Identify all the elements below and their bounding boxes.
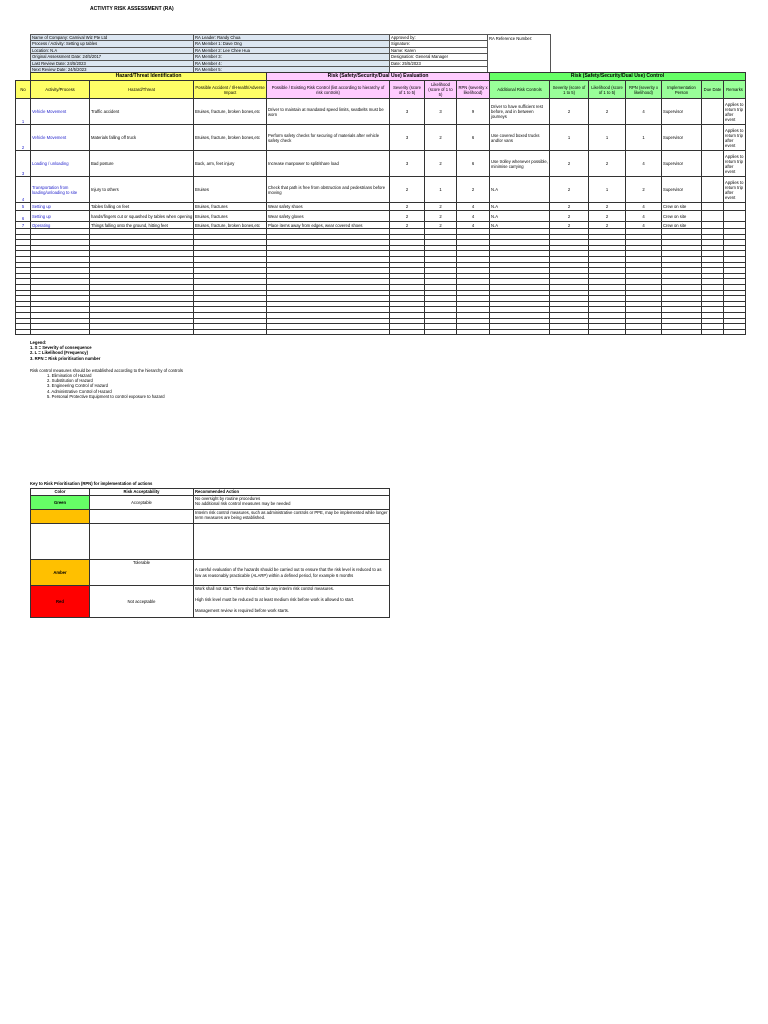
row-remarks: Applies to return trip after event	[724, 151, 746, 177]
row-accident: Bruises, fractures	[194, 203, 267, 211]
row-additional-control: Use covered boxed trucks and/or vans	[490, 125, 550, 151]
row-remarks	[724, 203, 746, 211]
key-red-acceptability: Not acceptable	[90, 586, 194, 618]
row-hazard: Traffic accident	[90, 99, 194, 125]
row-accident: Back, arm, feet injury	[194, 151, 267, 177]
hierarchy-item: 5. Personal Protective Equipment to control exposure to hazard	[47, 393, 165, 399]
row-likelihood: 2	[425, 211, 457, 222]
header-ra-member-3: RA Member 3:	[194, 54, 390, 60]
col-header-additional-control: Additional Risk Controls	[490, 81, 550, 99]
row-additional-control: N.A	[490, 222, 550, 229]
key-amber-action: A careful evaluation of the hazards should be carried out to ensure that the risk level is reduced to as low as reasonably practicable (ALARP) within a defined period, for example 6 months	[194, 560, 390, 586]
row-additional-control: N.A	[490, 203, 550, 211]
empty-cell	[16, 329, 31, 335]
table-row	[16, 151, 746, 177]
row-existing-control: Check that path is free from obstruction and pedestrians before moving	[267, 177, 390, 203]
key-green-action-line: No additional risk control measures may be needed	[195, 501, 291, 507]
header-ra-member-2: RA Member 2: Lee Chee Hua	[194, 47, 390, 53]
row-rpn: 4	[457, 211, 490, 222]
table-row	[16, 211, 746, 222]
row-activity: Operating	[31, 222, 90, 229]
risk-assessment-table	[15, 72, 746, 335]
row-hazard: Materials falling off truck	[90, 125, 194, 151]
row-severity: 3	[390, 151, 425, 177]
row-likelihood-2: 2	[589, 211, 626, 222]
row-severity-2: 2	[550, 99, 589, 125]
row-no: 5	[16, 203, 31, 211]
row-existing-control: Wear safety gloves	[267, 211, 390, 222]
header-location: Location: N.A	[31, 47, 194, 53]
row-activity: Vehicle Movement	[31, 125, 90, 151]
row-no: 7	[16, 222, 31, 229]
row-due-date	[702, 203, 724, 211]
key-interim-acceptability	[90, 510, 194, 524]
key-amber-swatch-top	[31, 510, 90, 524]
row-accident: Bruises, fractures	[194, 211, 267, 222]
empty-cell	[267, 329, 390, 335]
header-approved-by: Approved by:	[390, 35, 488, 41]
row-implementation-person: Supervisor	[662, 151, 702, 177]
table-row	[16, 125, 746, 151]
empty-cell	[90, 329, 194, 335]
empty-cell	[490, 329, 550, 335]
empty-cell	[626, 329, 662, 335]
table-row	[16, 203, 746, 211]
row-rpn-2: 2	[626, 177, 662, 203]
row-existing-control: Place items away from edges, wear covered shoes	[267, 222, 390, 229]
key-green-swatch: Green	[31, 496, 90, 510]
row-due-date	[702, 125, 724, 151]
empty-cell	[390, 329, 425, 335]
row-likelihood-2: 2	[589, 151, 626, 177]
row-severity-2: 2	[550, 211, 589, 222]
header-ra-member-5: RA Member 5:	[194, 66, 390, 72]
row-likelihood: 2	[425, 203, 457, 211]
row-due-date	[702, 99, 724, 125]
col-header-likelihood: Likelihood (score of 1 to 5)	[425, 81, 457, 99]
row-likelihood: 1	[425, 177, 457, 203]
row-hazard: Tables falling on feet	[90, 203, 194, 211]
col-header-accident: Possible Accident / Ill-Health/Adverse Impact	[194, 81, 267, 99]
row-severity-2: 2	[550, 222, 589, 229]
row-likelihood: 2	[425, 125, 457, 151]
row-likelihood: 2	[425, 151, 457, 177]
row-rpn-2: 4	[626, 99, 662, 125]
header-ref-number: RA Reference Number:	[488, 35, 551, 73]
empty-cell	[31, 329, 90, 335]
row-remarks	[724, 211, 746, 222]
row-activity: Setting up	[31, 211, 90, 222]
row-due-date	[702, 211, 724, 222]
row-severity: 2	[390, 177, 425, 203]
key-spacer	[90, 524, 194, 560]
row-additional-control: Use trolley whenever possible, minimise carrying	[490, 151, 550, 177]
row-no: 4	[16, 177, 31, 203]
row-implementation-person: Supervisor	[662, 177, 702, 203]
row-rpn-2: 4	[626, 211, 662, 222]
empty-cell	[662, 329, 702, 335]
row-rpn: 4	[457, 203, 490, 211]
row-remarks: Applies to return trip after event	[724, 99, 746, 125]
row-severity-2: 2	[550, 177, 589, 203]
doc-title: ACTIVITY RISK ASSESSMENT (RA)	[90, 6, 174, 12]
header-company: Name of Company: Carnival Wiz Pte Ltd	[31, 35, 194, 41]
row-remarks: Applies to return trip after event	[724, 177, 746, 203]
col-header-hazard: Hazard/Threat	[90, 81, 194, 99]
rpn-key-title: Key to Risk Prioritisation (RPN) for implementation of actions	[30, 481, 153, 486]
col-header-existing-control: Possible / Existing Risk Control (list according to hierarchy of risk controls)	[267, 81, 390, 99]
key-green-action-line: No oversight by routine procedures	[195, 496, 261, 501]
empty-cell	[550, 329, 589, 335]
header-info-table	[30, 34, 551, 73]
row-existing-control: Increase manpower to split/share load	[267, 151, 390, 177]
section-hazard-identification: Hazard/Threat Identification	[31, 73, 267, 81]
key-green-action	[194, 496, 390, 510]
row-severity-2: 2	[550, 151, 589, 177]
row-existing-control: Driver to maintain at mandated speed limits, seatbelts must be worn	[267, 99, 390, 125]
row-hazard: Injury to others	[90, 177, 194, 203]
row-no: 3	[16, 151, 31, 177]
row-likelihood: 2	[425, 222, 457, 229]
row-likelihood-2: 1	[589, 177, 626, 203]
header-approval-date: Date: 25/5/2023	[390, 60, 488, 66]
row-remarks	[724, 222, 746, 229]
row-implementation-person: Supervisor	[662, 99, 702, 125]
key-red-action	[194, 586, 390, 618]
section-risk-evaluation: Risk (Safety/Security/Dual Use) Evaluation	[267, 73, 490, 81]
key-interim-action: Interim risk control measures, such as administrative controls or PPE, may be implemented while longer term measures are being established.	[194, 510, 390, 524]
row-accident: Bruises	[194, 177, 267, 203]
table-row	[16, 99, 746, 125]
row-rpn-2: 4	[626, 203, 662, 211]
row-accident: Bruises, fracture, broken bones,etc	[194, 222, 267, 229]
row-hazard: hands/fingers cut or squashed by tables when opening	[90, 211, 194, 222]
key-spacer	[194, 524, 390, 560]
row-existing-control: Perform safety checks for securing of materials after vehicle safety check	[267, 125, 390, 151]
header-designation: Designation: General Manager	[390, 54, 488, 60]
row-rpn: 9	[457, 99, 490, 125]
empty-cell	[425, 329, 457, 335]
row-rpn: 6	[457, 151, 490, 177]
key-red-action-line: High risk level must be reduced to at least medium risk before work is allowed to start.	[195, 597, 355, 603]
row-accident: Bruises, fracture, broken bones,etc	[194, 125, 267, 151]
rpn-key-table	[30, 488, 390, 618]
col-header-no: No	[16, 81, 31, 99]
legend	[30, 340, 350, 399]
key-header-action: Recommended Action	[194, 489, 390, 496]
key-red-action-line: Work shall not start. There should not be any interim risk control measures.	[195, 586, 335, 591]
row-implementation-person: Crew on site	[662, 222, 702, 229]
key-spacer	[31, 524, 90, 560]
legend-item: 3. RPN = Risk prioritisation number	[30, 355, 101, 361]
row-implementation-person: Crew on site	[662, 211, 702, 222]
empty-row	[16, 329, 746, 335]
key-header-color: Color	[31, 489, 90, 496]
row-rpn-2: 1	[626, 125, 662, 151]
key-amber-swatch: Amber	[31, 560, 90, 586]
hierarchy-item: 1. Elimination of Hazard	[47, 373, 92, 379]
row-no: 2	[16, 125, 31, 151]
header-original-date: Original Assessment Date: 24/5/2017	[31, 54, 194, 60]
row-due-date	[702, 177, 724, 203]
col-header-implementation-person: Implementation Person	[662, 81, 702, 99]
row-severity: 2	[390, 222, 425, 229]
row-hazard: Things falling onto the ground, hitting feet	[90, 222, 194, 229]
empty-cell	[724, 329, 746, 335]
key-green-acceptability: Acceptable	[90, 496, 194, 510]
header-last-review: Last Review Date: 24/5/2023	[31, 60, 194, 66]
empty-cell	[589, 329, 626, 335]
col-header-severity: Severity (score of 1 to 5)	[390, 81, 425, 99]
header-ra-member-1: RA Member 1: Dave Ong	[194, 41, 390, 47]
row-existing-control: Wear safety shoes	[267, 203, 390, 211]
col-header-likelihood-2: Likelihood (score of 1 to 5)	[589, 81, 626, 99]
row-due-date	[702, 151, 724, 177]
row-activity: Setting up	[31, 203, 90, 211]
legend-item: 1. S = Severity of consequence	[30, 345, 92, 351]
row-severity: 2	[390, 203, 425, 211]
header-ra-member-4: RA Member 4:	[194, 60, 390, 66]
row-likelihood: 3	[425, 99, 457, 125]
key-header-acceptability: Risk Acceptability	[90, 489, 194, 496]
row-no: 1	[16, 99, 31, 125]
hierarchy-item: 4. Administrative Control of Hazard	[47, 388, 112, 394]
legend-title: Legend:	[30, 340, 47, 345]
row-rpn-2: 4	[626, 222, 662, 229]
key-amber-acceptability: Tolerable	[90, 560, 194, 586]
row-hazard: Bad posture	[90, 151, 194, 177]
empty-cell	[194, 329, 267, 335]
col-header-remarks: Remarks	[724, 81, 746, 99]
hierarchy-intro: Risk control measures should be established according to the hierarchy of controls	[30, 367, 183, 373]
row-no: 6	[16, 211, 31, 222]
row-likelihood-2: 1	[589, 125, 626, 151]
col-header-activity: Activity/Process	[31, 81, 90, 99]
row-activity: Loading / unloading	[31, 151, 90, 177]
col-header-rpn: RPN (severity x likelihood)	[457, 81, 490, 99]
row-rpn: 6	[457, 125, 490, 151]
row-severity: 3	[390, 125, 425, 151]
row-additional-control: Driver to have sufficient rest before, and in between journeys	[490, 99, 550, 125]
key-red-action-line: Management review is required before work starts.	[195, 608, 290, 614]
col-header-due-date: Due Date	[702, 81, 724, 99]
col-header-rpn-2: RPN (severity x likelihood)	[626, 81, 662, 99]
row-likelihood-2: 2	[589, 222, 626, 229]
row-rpn: 4	[457, 222, 490, 229]
row-activity: Transportation from loading/unloading to site	[31, 177, 90, 203]
col-header-severity-2: Severity (score of 1 to 5)	[550, 81, 589, 99]
hierarchy-item: 2. Substitution of Hazard	[47, 378, 93, 384]
empty-cell	[702, 329, 724, 335]
row-activity: Vehicle Movement	[31, 99, 90, 125]
row-remarks: Applies to return trip after event	[724, 125, 746, 151]
row-rpn: 2	[457, 177, 490, 203]
header-ra-leader: RA Leader: Randy Chua	[194, 35, 390, 41]
empty-cell	[457, 329, 490, 335]
row-severity-2: 1	[550, 125, 589, 151]
row-severity: 2	[390, 211, 425, 222]
table-row	[16, 177, 746, 203]
row-rpn-2: 4	[626, 151, 662, 177]
key-red-swatch: Red	[31, 586, 90, 618]
header-signature: Signature:	[390, 41, 488, 47]
hierarchy-item: 3. Engineering Control of Hazard	[47, 383, 108, 389]
row-accident: Bruises, fracture, broken bones,etc	[194, 99, 267, 125]
row-severity: 3	[390, 99, 425, 125]
section-risk-control: Risk (Safety/Security/Dual Use) Control	[490, 73, 746, 81]
row-implementation-person: Supervisor	[662, 125, 702, 151]
row-additional-control: N.A	[490, 211, 550, 222]
legend-item: 2. L = Likelihood (Frequency)	[30, 350, 88, 356]
row-severity-2: 2	[550, 203, 589, 211]
row-additional-control: N.A	[490, 177, 550, 203]
row-likelihood-2: 2	[589, 203, 626, 211]
row-likelihood-2: 2	[589, 99, 626, 125]
header-process: Process / Activity: Setting up tables	[31, 41, 194, 47]
row-implementation-person: Crew on site	[662, 203, 702, 211]
header-approver-name: Name: Karen	[390, 47, 488, 53]
row-due-date	[702, 222, 724, 229]
table-row	[16, 222, 746, 229]
header-next-review: Next Review Date: 24/5/2023	[31, 66, 194, 72]
